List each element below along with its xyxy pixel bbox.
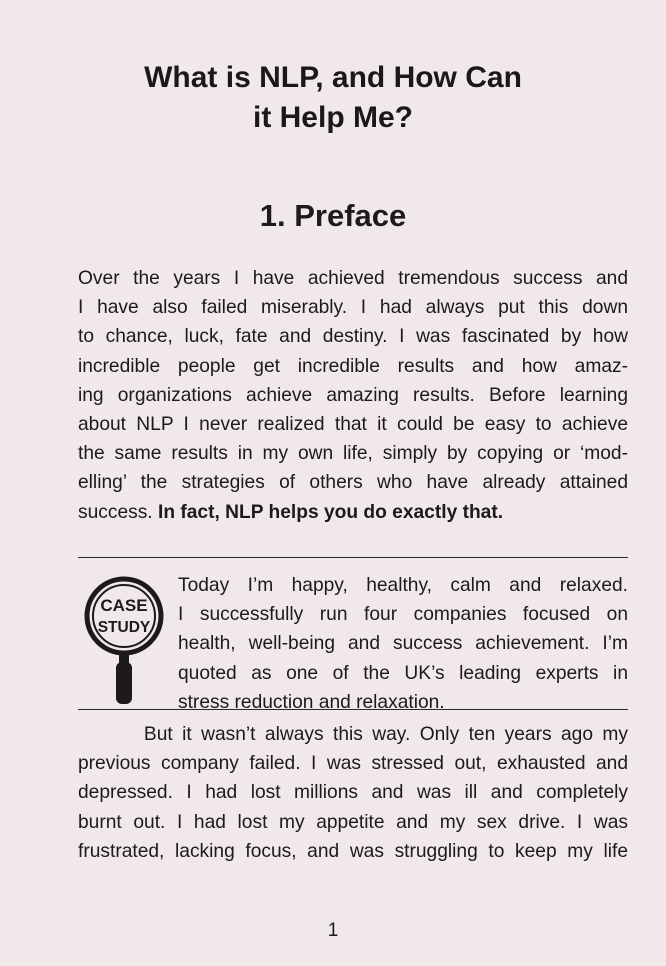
case-study-top-divider <box>78 557 628 558</box>
paragraph-line: elling’ the strategies of others who have already attained <box>78 472 628 494</box>
chapter-title-line-1: What is NLP, and How Can <box>144 61 522 94</box>
case-study-line: quoted as one of the UK’s leading experts in <box>178 662 628 684</box>
case-study-line: Today I’m happy, healthy, calm and relaxed. <box>178 575 628 596</box>
paragraph-line: to chance, luck, fate and destiny. I was fascinated by how <box>78 326 628 348</box>
paragraph-line: the same results in my own life, simply by copying or ‘mod- <box>78 443 628 465</box>
paragraph-line: about NLP I never realized that it could be easy to achieve <box>78 414 628 436</box>
case-study-line: stress reduction and relaxation. <box>178 691 445 713</box>
case-study-line: health, well-being and success achievement. I’m <box>178 633 628 655</box>
case-study-magnifier-icon <box>82 574 166 706</box>
paragraph-line: I have also failed miserably. I had always put this down <box>78 297 628 319</box>
case-study-line: I successfully run four companies focused on <box>178 604 628 626</box>
case-study-text <box>178 571 628 717</box>
paragraph-line: incredible people get incredible results and how amaz- <box>78 355 628 377</box>
case-study-bottom-divider <box>78 709 628 710</box>
paragraph-line: But it wasn’t always this way. Only ten years ago my <box>78 724 628 745</box>
chapter-title-line-2: it Help Me? <box>252 101 413 134</box>
section-heading: 1. Preface <box>259 198 407 233</box>
page-number: 1 <box>327 920 339 941</box>
paragraph-line: ing organizations achieve amazing results. Before learning <box>78 384 628 406</box>
preface-paragraph <box>78 264 628 527</box>
continuation-paragraph <box>78 720 628 866</box>
chapter-title <box>90 58 576 138</box>
paragraph-bold-emphasis: In fact, NLP helps you do exactly that. <box>157 501 504 523</box>
paragraph-last-line <box>78 498 628 527</box>
case-badge-line-1: CASE <box>100 596 148 615</box>
paragraph-line: frustrated, lacking focus, and was struggling to keep my life <box>78 840 628 862</box>
paragraph-line: Over the years I have achieved tremendous success and <box>78 268 628 289</box>
paragraph-line: burnt out. I had lost my appetite and my sex drive. I was <box>78 811 628 833</box>
paragraph-plain-text: success. <box>78 501 158 523</box>
case-badge-line-2: STUDY <box>97 619 151 636</box>
paragraph-line: depressed. I had lost millions and was ill and completely <box>78 782 628 804</box>
paragraph-line: previous company failed. I was stressed out, exhausted and <box>78 753 628 775</box>
